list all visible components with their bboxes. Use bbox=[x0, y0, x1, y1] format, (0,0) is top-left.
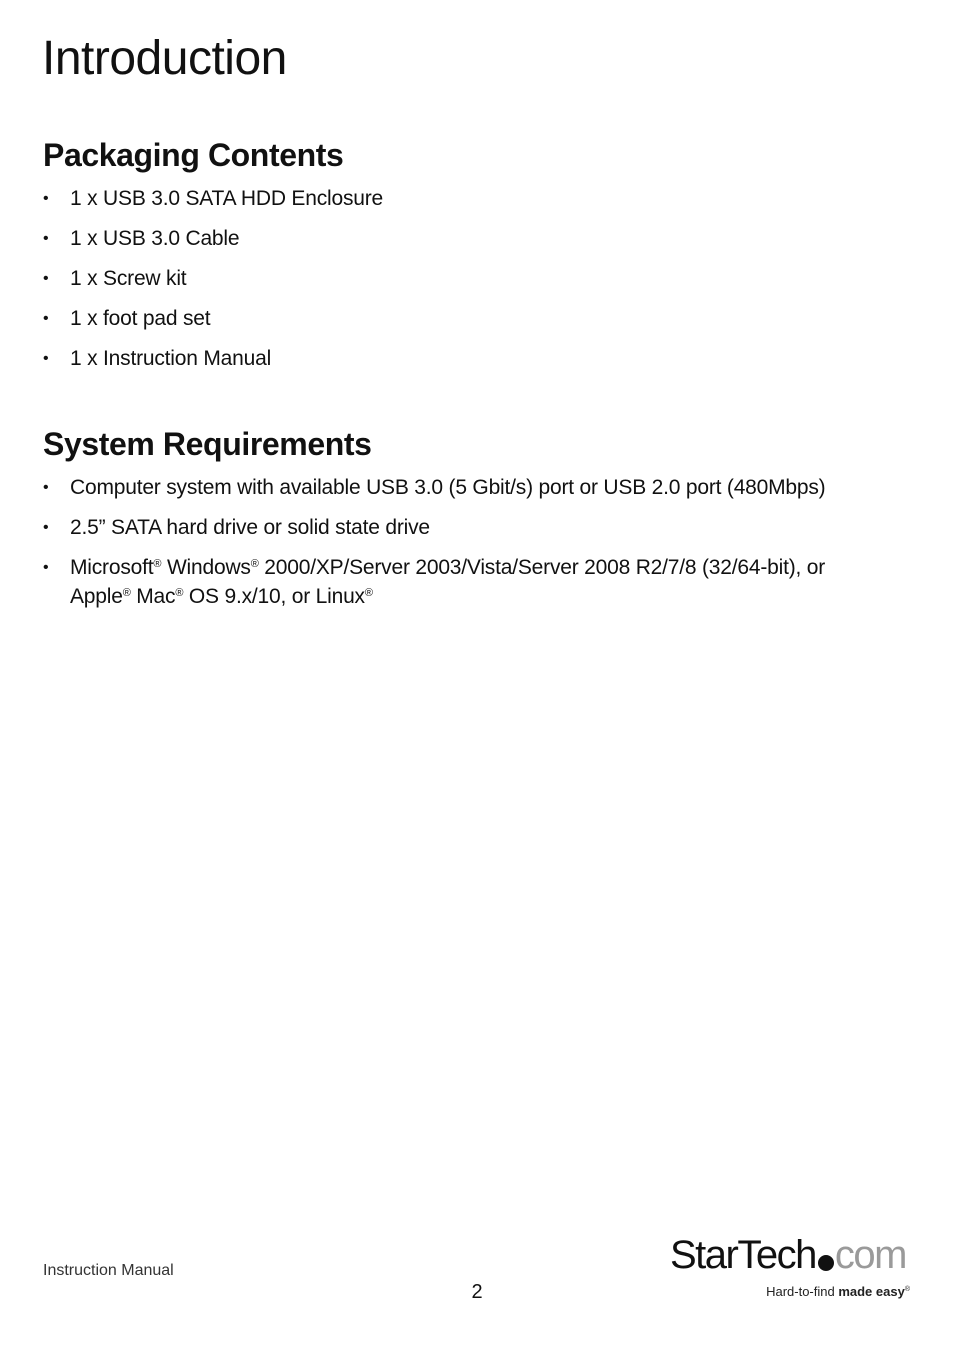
list-item-text: 1 x USB 3.0 SATA HDD Enclosure bbox=[70, 187, 384, 210]
logo-wordmark bbox=[670, 1232, 906, 1278]
list-item bbox=[43, 184, 923, 224]
microsoft-text: Microsoft bbox=[70, 556, 154, 579]
logo-tagline bbox=[766, 1284, 910, 1299]
mac-versions-text: OS 9.x/10, or Linux bbox=[188, 585, 365, 608]
tagline-bold: made easy bbox=[838, 1284, 905, 1299]
list-item-text: 2.5” SATA hard drive or solid state drive bbox=[70, 516, 430, 539]
startech-logo bbox=[670, 1232, 915, 1304]
page-number: 2 bbox=[471, 1281, 483, 1303]
logo-dot-icon bbox=[818, 1255, 834, 1271]
list-item bbox=[43, 224, 923, 264]
list-item bbox=[43, 344, 923, 384]
bullet-icon: • bbox=[43, 310, 49, 327]
tagline-registered-mark: ® bbox=[904, 1286, 910, 1293]
mac-text: Mac bbox=[136, 585, 176, 608]
registered-mark: ® bbox=[250, 558, 259, 570]
bullet-icon: • bbox=[43, 519, 49, 536]
registered-mark: ® bbox=[153, 558, 162, 570]
system-requirements-heading: System Requirements bbox=[43, 426, 372, 462]
bullet-icon: • bbox=[43, 350, 49, 367]
bullet-icon: • bbox=[43, 230, 49, 247]
list-item-text: Computer system with available USB 3.0 (5 Gbit/s) port or USB 2.0 port (480Mbps) bbox=[70, 476, 826, 499]
system-requirements-list bbox=[43, 473, 923, 611]
list-item-text: 1 x Screw kit bbox=[70, 267, 187, 290]
packaging-contents-heading: Packaging Contents bbox=[43, 137, 344, 173]
list-item-text: 1 x foot pad set bbox=[70, 307, 211, 330]
windows-text: Windows bbox=[166, 556, 251, 579]
logo-brand: StarTech bbox=[670, 1233, 816, 1277]
registered-mark: ® bbox=[122, 587, 131, 599]
apple-text: Apple bbox=[70, 585, 123, 608]
list-item-text bbox=[70, 556, 825, 608]
list-item bbox=[43, 513, 923, 553]
list-item-text: 1 x Instruction Manual bbox=[70, 347, 272, 370]
page-title: Introduction bbox=[42, 32, 287, 85]
registered-mark: ® bbox=[175, 587, 184, 599]
footer-label: Instruction Manual bbox=[43, 1262, 174, 1279]
tagline-plain: Hard-to-find bbox=[766, 1284, 839, 1299]
list-item bbox=[43, 304, 923, 344]
bullet-icon: • bbox=[43, 190, 49, 207]
registered-mark: ® bbox=[364, 587, 373, 599]
list-item bbox=[43, 473, 923, 513]
packaging-contents-list bbox=[43, 184, 923, 384]
list-item-text: 1 x USB 3.0 Cable bbox=[70, 227, 240, 250]
list-item bbox=[43, 264, 923, 304]
windows-versions-text: 2000/XP/Server 2003/Vista/Server 2008 R2/7/8 (32/64-bit), or bbox=[264, 556, 826, 579]
logo-tld: com bbox=[834, 1233, 906, 1277]
bullet-icon: • bbox=[43, 479, 49, 496]
list-item bbox=[43, 553, 923, 611]
bullet-icon: • bbox=[43, 559, 49, 576]
bullet-icon: • bbox=[43, 270, 49, 287]
